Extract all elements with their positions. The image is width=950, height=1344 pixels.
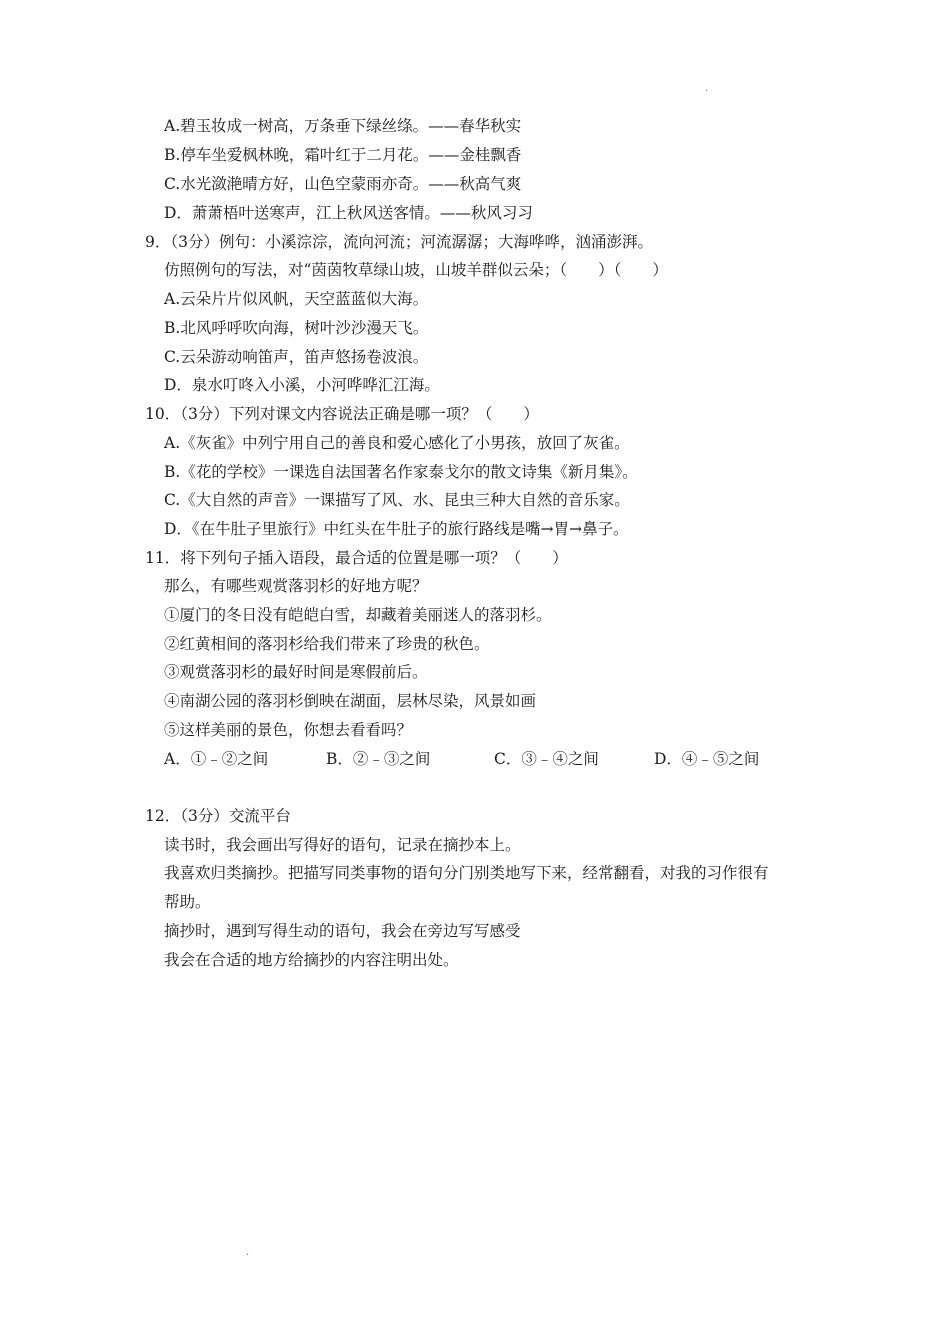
q12-stem: 12．（3分）交流平台 xyxy=(145,807,291,825)
q10-option-b: B.《花的学校》一课选自法国著名作家泰戈尔的散文诗集《新月集》。 xyxy=(164,463,638,481)
q10-stem: 10．（3分）下列对课文内容说法正确是哪一项？（ ） xyxy=(145,405,539,423)
q10-option-c: C.《大自然的声音》一课描写了风、水、昆虫三种大自然的音乐家。 xyxy=(164,491,630,509)
q11-option-c: C．③﹣④之间 xyxy=(494,750,599,768)
q11-sentence-1: ①厦门的冬日没有皑皑白雪，却藏着美丽迷人的落羽杉。 xyxy=(164,606,552,624)
q11-sentence-3: ③观赏落羽杉的最好时间是寒假前后。 xyxy=(164,663,428,681)
q12-line-3: 帮助。 xyxy=(164,893,211,911)
q11-sentence-2: ②红黄相间的落羽杉给我们带来了珍贵的秋色。 xyxy=(164,635,490,653)
q9-option-c: C.云朵游动响笛声，笛声悠扬卷波浪。 xyxy=(164,348,429,366)
q9-option-d: D．泉水叮咚入小溪，小河哗哗汇江海。 xyxy=(164,376,440,394)
q11-option-d: D．④﹣⑤之间 xyxy=(654,750,760,768)
q11-option-b: B．②﹣③之间 xyxy=(326,750,431,768)
q10-option-a: A.《灰雀》中列宁用自己的善良和爱心感化了小男孩，放回了灰雀。 xyxy=(164,434,630,452)
q9-option-a: A.云朵片片似风帆，天空蓝蓝似大海。 xyxy=(164,290,429,308)
q12-line-1: 读书时，我会画出写得好的语句，记录在摘抄本上。 xyxy=(164,836,521,854)
q8-option-c: C.水光潋滟晴方好，山色空蒙雨亦奇。——秋高气爽 xyxy=(164,175,522,193)
q11-stem: 11．将下列句子插入语段，最合适的位置是哪一项？（ ） xyxy=(145,549,568,567)
q12-line-2: 我喜欢归类摘抄。把描写同类事物的语句分门别类地写下来，经常翻看，对我的习作很有 xyxy=(164,864,769,882)
q11-sentence-4: ④南湖公园的落羽杉倒映在湖面，层林尽染，风景如画 xyxy=(164,692,537,710)
q10-option-d: D．《在牛肚子里旅行》中红头在牛肚子的旅行路线是嘴→胃→鼻子。 xyxy=(164,520,629,538)
q12-line-5: 我会在合适的地方给摘抄的内容注明出处。 xyxy=(164,951,459,969)
q12-line-4: 摘抄时，遇到写得生动的语句，我会在旁边写写感受 xyxy=(164,922,521,940)
header-dot-mark: . xyxy=(705,83,709,94)
q9-stem: 9．（3分）例句：小溪淙淙，流向河流；河流潺潺；大海哗哗，汹涌澎湃。 xyxy=(145,233,653,251)
q8-option-b: B.停车坐爱枫林晚，霜叶红于二月花。——金桂飘香 xyxy=(164,146,522,164)
q11-option-a: A．①﹣②之间 xyxy=(164,750,269,768)
q11-insert-sentence: 那么，有哪些观赏落羽杉的好地方呢？ xyxy=(164,577,428,595)
footer-dot-mark: . xyxy=(246,1247,250,1258)
q9-option-b: B.北风呼呼吹向海，树叶沙沙漫天飞。 xyxy=(164,319,429,337)
q11-sentence-5: ⑤这样美丽的景色，你想去看看吗？ xyxy=(164,721,413,739)
q8-option-d: D．萧萧梧叶送寒声，江上秋风送客情。——秋风习习 xyxy=(164,204,533,222)
q9-prompt: 仿照例句的写法，对“茵茵牧草绿山坡，山坡羊群似云朵；（ ）（ ） xyxy=(164,261,668,279)
q8-option-a: A.碧玉妆成一树高，万条垂下绿丝绦。——春华秋实 xyxy=(164,117,522,135)
